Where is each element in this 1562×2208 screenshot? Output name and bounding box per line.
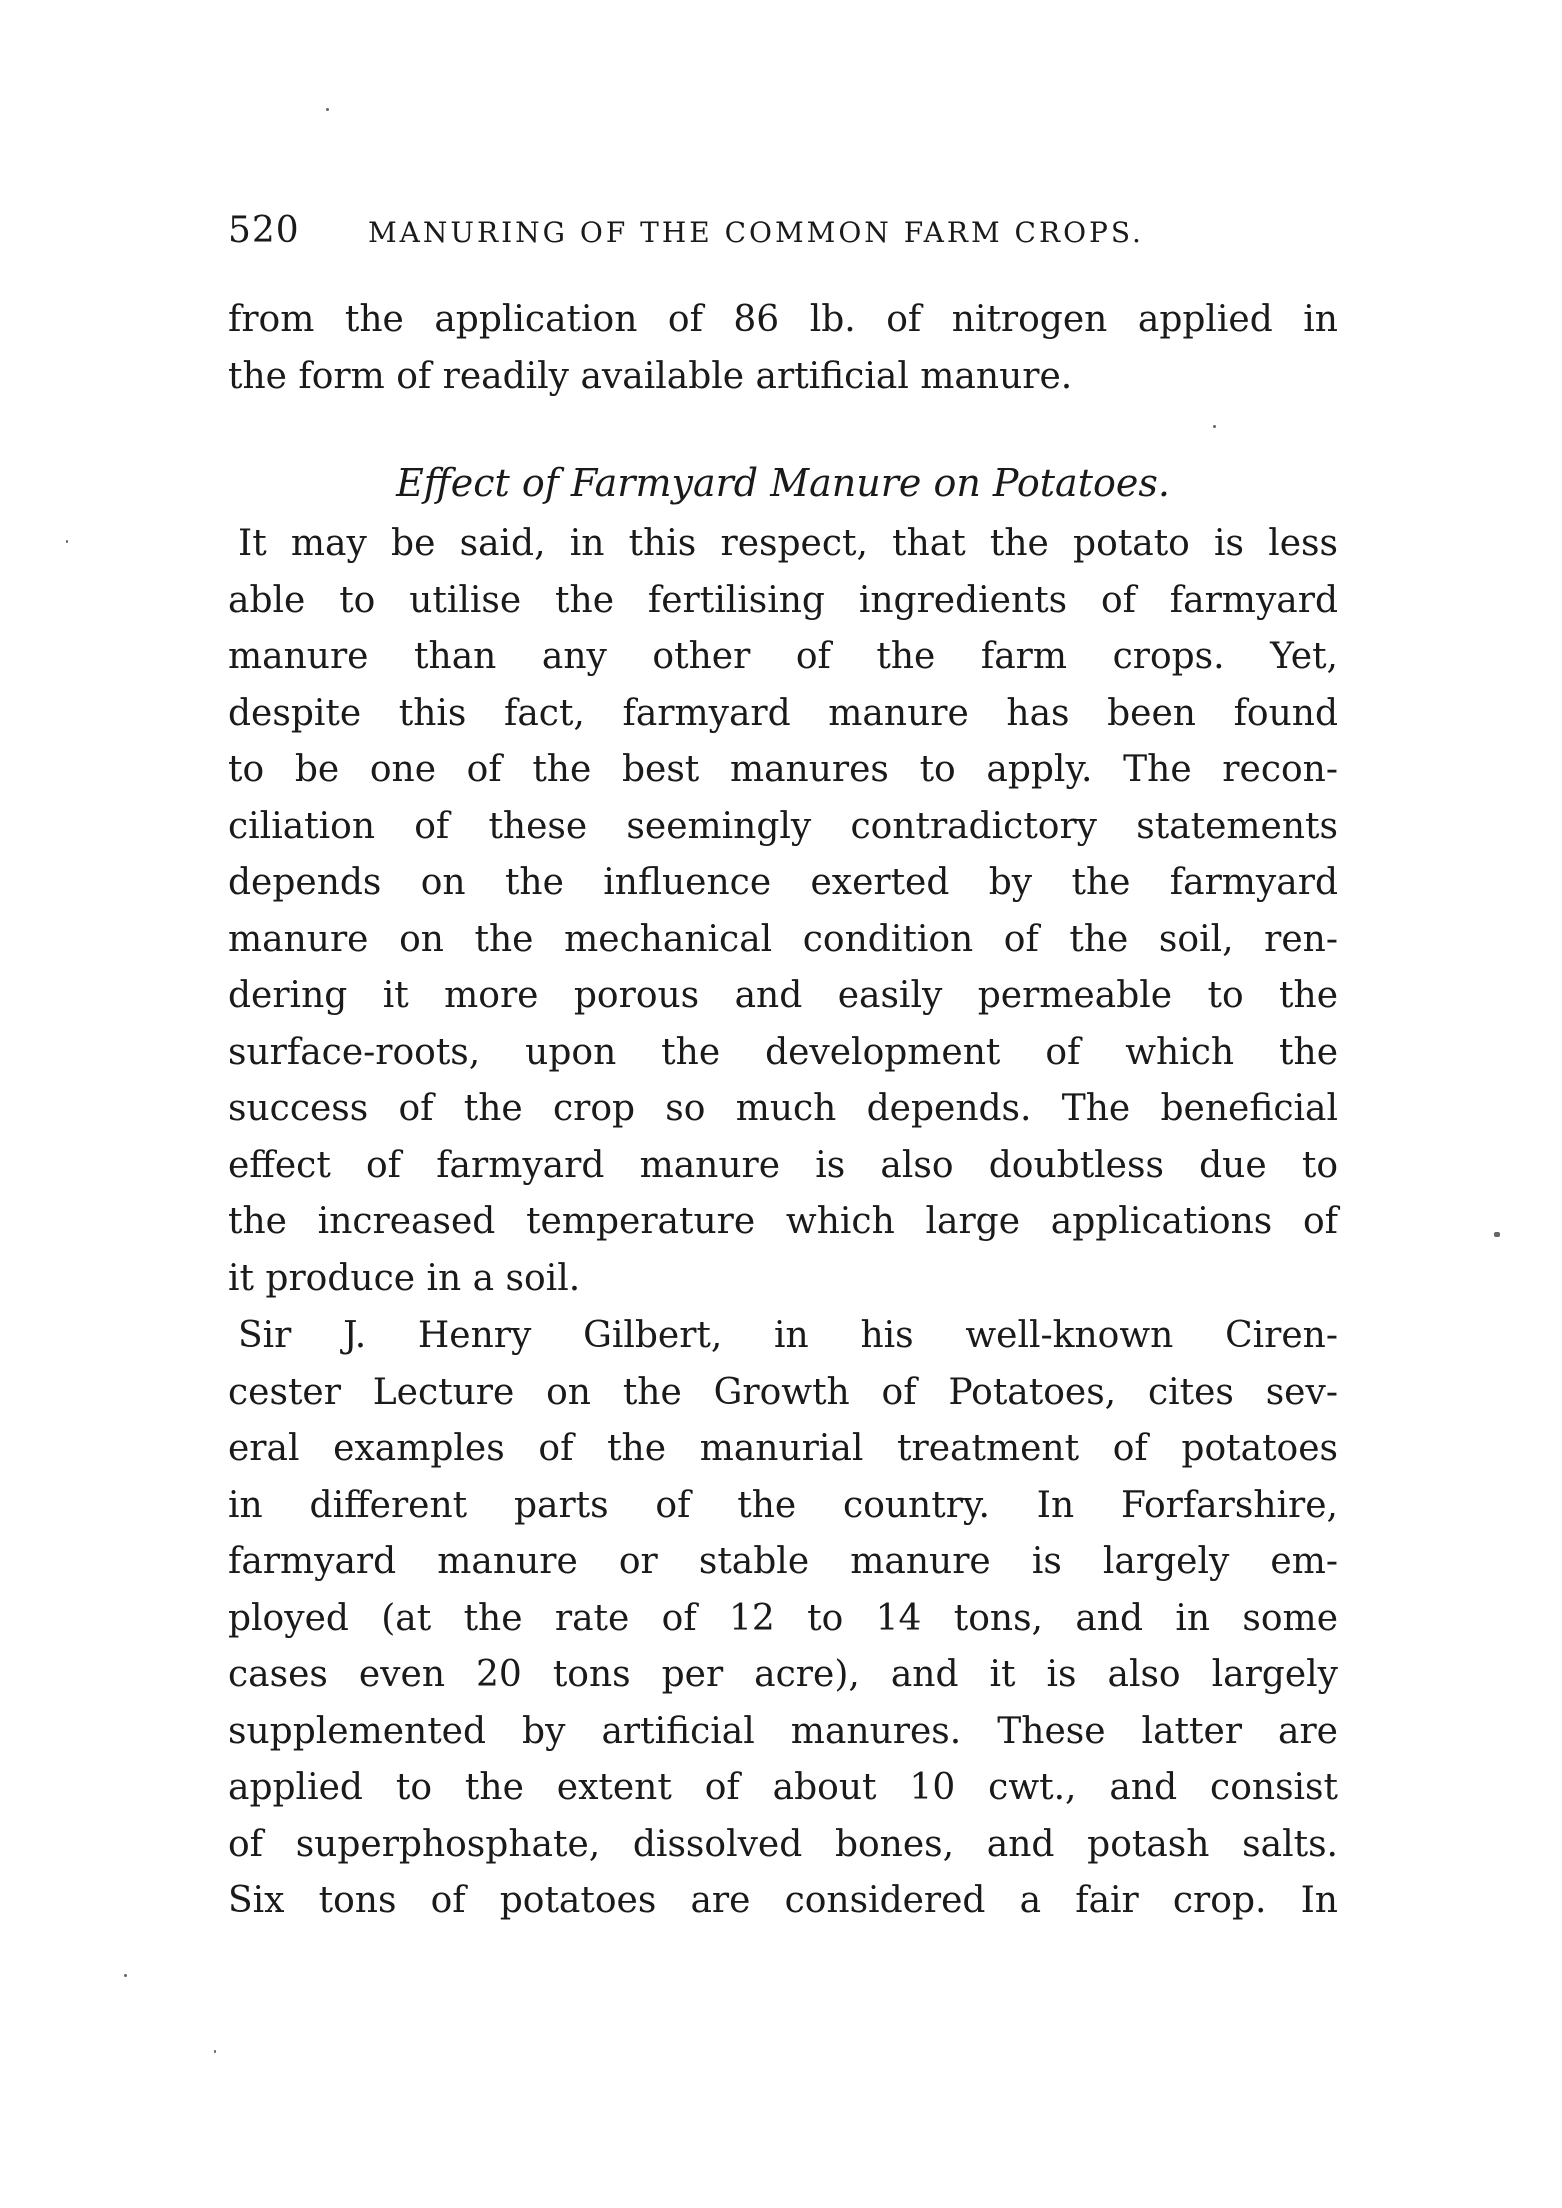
- text-line: of superphosphate, dissolved bones, and potash salts.: [228, 1823, 1338, 1865]
- continuation-paragraph: [228, 292, 1338, 405]
- text-line: cester Lecture on the Growth of Potatoes, cites sev-: [228, 1371, 1338, 1413]
- text-line: manure on the mechanical condition of the soil, ren-: [228, 918, 1338, 960]
- text-line: in different parts of the country. In Forfarshire,: [228, 1484, 1338, 1526]
- text-line: able to utilise the fertilising ingredients of farmyard: [228, 579, 1338, 621]
- text-line: effect of farmyard manure is also doubtless due to: [228, 1144, 1338, 1186]
- text-line: cases even 20 tons per acre), and it is also largely: [228, 1654, 1338, 1695]
- text-line: manure than any other of the farm crops. Yet,: [228, 636, 1338, 677]
- scan-speck: [214, 2050, 216, 2053]
- running-head: [228, 206, 1348, 256]
- text-line: the form of readily available artificial manure.: [228, 355, 1073, 397]
- text-line: supplemented by artificial manures. These latter are: [228, 1710, 1338, 1752]
- text-line: dering it more porous and easily permeable to the: [228, 975, 1338, 1016]
- page-number: 520: [228, 210, 300, 251]
- text-line: Sir J. Henry Gilbert, in his well-known Ciren-: [238, 1315, 1338, 1356]
- text-line: depends on the influence exerted by the farmyard: [228, 862, 1338, 903]
- scan-speck: [326, 108, 329, 111]
- text-line: ciliation of these seemingly contradictory statements: [228, 805, 1338, 847]
- paragraph: [228, 516, 1338, 1307]
- text-line: surface-roots, upon the development of which the: [228, 1031, 1338, 1073]
- text-line: to be one of the best manures to apply. The recon-: [228, 749, 1338, 790]
- text-line: from the application of 86 lb. of nitrogen applied in: [228, 299, 1338, 340]
- text-line: success of the crop so much depends. The beneficial: [228, 1088, 1338, 1129]
- text-line: it produce in a soil.: [228, 1257, 581, 1299]
- text-line: eral examples of the manurial treatment of potatoes: [228, 1428, 1338, 1469]
- section-heading: Effect of Farmyard Manure on Potatoes.: [396, 461, 1170, 505]
- scan-speck: [1494, 1232, 1500, 1237]
- scan-speck: [1213, 425, 1216, 428]
- text-line: the increased temperature which large applications of: [228, 1201, 1338, 1242]
- scan-speck: [66, 540, 68, 543]
- text-line: It may be said, in this respect, that the potato is less: [238, 523, 1338, 564]
- text-line: ployed (at the rate of 12 to 14 tons, and in some: [228, 1597, 1338, 1639]
- text-line: Six tons of potatoes are considered a fair crop. In: [228, 1880, 1338, 1921]
- scan-speck: [124, 1974, 127, 1977]
- text-line: farmyard manure or stable manure is largely em-: [228, 1541, 1338, 1582]
- text-line: despite this fact, farmyard manure has been found: [228, 692, 1338, 734]
- text-line: applied to the extent of about 10 cwt., and consist: [228, 1767, 1338, 1808]
- paragraph: [228, 1308, 1338, 1930]
- running-title: MANURING OF THE COMMON FARM CROPS.: [368, 216, 1144, 249]
